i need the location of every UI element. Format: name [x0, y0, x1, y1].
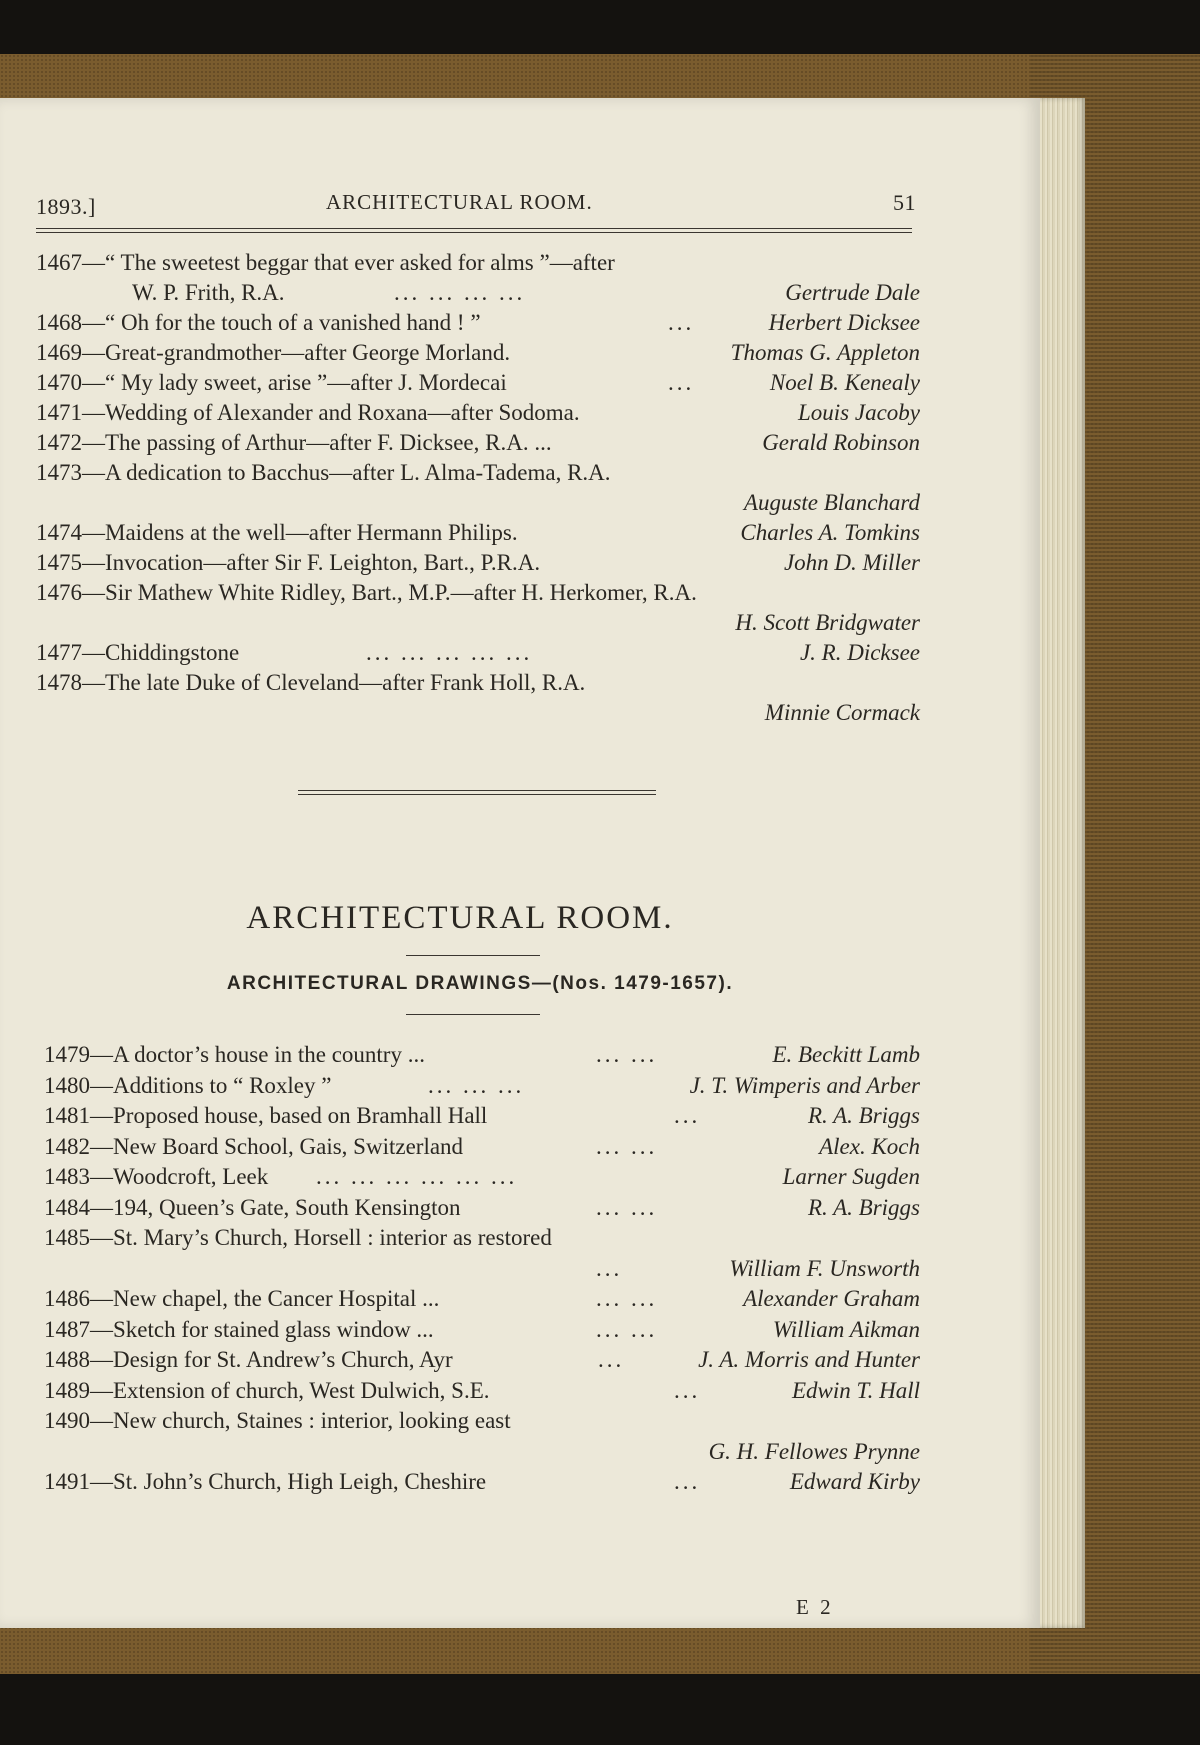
entry-number: 1467	[36, 250, 82, 275]
entry-number: 1483	[44, 1164, 90, 1189]
entry-number: 1475	[36, 550, 82, 575]
title-rule	[406, 955, 540, 956]
leader-dots: ... ...	[596, 1042, 658, 1067]
list-item-continuation	[36, 698, 920, 728]
list-item	[44, 1467, 920, 1498]
running-head	[36, 190, 916, 220]
list-item	[44, 1345, 920, 1376]
entry-title: —Maidens at the well—after Hermann Philips.	[82, 520, 518, 545]
leader-dots: ... ... ... ...	[394, 280, 526, 305]
entry-artist: Edward Kirby	[789, 1469, 920, 1494]
subtitle-rule	[406, 1014, 540, 1015]
header-rule	[36, 228, 912, 233]
entry-artist: Charles A. Tomkins	[740, 520, 920, 545]
leader-dots: ... ... ... ... ... ...	[316, 1164, 518, 1189]
entry-title: —Design for St. Andrew’s Church, Ayr	[90, 1347, 453, 1372]
list-item	[36, 548, 920, 578]
leader-dots: ... ...	[596, 1286, 658, 1311]
entry-number: 1478	[36, 670, 82, 695]
list-item	[36, 578, 920, 608]
entry-artist: G. H. Fellowes Prynne	[708, 1438, 920, 1464]
list-item	[44, 1223, 920, 1254]
list-item	[44, 1132, 920, 1163]
entry-number: 1481	[44, 1103, 90, 1128]
list-item	[44, 1315, 920, 1346]
list-item	[36, 398, 920, 428]
entry-artist: Gerald Robinson	[762, 430, 920, 455]
leader-dots: ... ...	[596, 1316, 658, 1342]
entry-title: —Additions to “ Roxley ”	[90, 1072, 332, 1098]
entry-number: 1482	[44, 1133, 90, 1159]
entry-title: —“ Oh for the touch of a vanished hand ! ”	[82, 310, 481, 335]
leader-dots: ...	[674, 1103, 701, 1128]
section-subtitle: ARCHITECTURAL DRAWINGS—(Nos. 1479-1657).	[226, 973, 734, 994]
entry-number: 1473	[36, 460, 82, 485]
list-item	[36, 458, 920, 488]
entry-number: 1491	[44, 1469, 90, 1494]
entry-number: 1490	[44, 1408, 90, 1433]
list-item	[36, 638, 920, 668]
entry-artist: Alexander Graham	[743, 1286, 920, 1311]
entry-artist: Alex. Koch	[819, 1133, 920, 1159]
running-head-year: 1893.]	[36, 194, 96, 219]
list-item	[44, 1101, 920, 1132]
list-item	[44, 1071, 920, 1102]
list-item	[44, 1193, 920, 1224]
entry-title: —Proposed house, based on Bramhall Hall	[90, 1103, 488, 1128]
entry-title: —“ My lady sweet, arise ”—after J. Mordecai	[82, 370, 507, 395]
entry-artist: Larner Sugden	[782, 1164, 920, 1189]
list-item	[44, 1040, 920, 1071]
entry-title: —The passing of Arthur—after F. Dicksee, R.A. ...	[82, 430, 552, 455]
entry-title: —The late Duke of Cleveland—after Frank Holl, R.A.	[82, 670, 586, 695]
entry-number: 1477	[36, 640, 82, 665]
entry-title: —A dedication to Bacchus—after L. Alma-Tadema, R.A.	[82, 460, 611, 485]
page-number: 51	[893, 190, 916, 215]
entry-artist: Minnie Cormack	[764, 700, 920, 725]
entries-top	[36, 248, 920, 728]
entry-artist: John D. Miller	[783, 550, 920, 575]
leader-dots: ...	[674, 1377, 701, 1403]
list-item	[36, 308, 920, 338]
entry-title: —“ The sweetest beggar that ever asked for alms ”—after	[82, 250, 615, 275]
entry-artist: J. R. Dicksee	[799, 640, 920, 665]
running-head-title: ARCHITECTURAL ROOM.	[326, 190, 593, 214]
list-item-continuation	[44, 1254, 920, 1285]
list-item	[44, 1376, 920, 1407]
entry-artist: J. T. Wimperis and Arber	[689, 1072, 920, 1098]
entry-number: 1480	[44, 1072, 90, 1098]
entry-artist: William Aikman	[772, 1316, 920, 1342]
entry-title: —A doctor’s house in the country ...	[90, 1042, 425, 1067]
entry-artist: R. A. Briggs	[807, 1194, 920, 1220]
list-item	[44, 1406, 920, 1437]
section-title: ARCHITECTURAL ROOM.	[246, 900, 674, 936]
list-item-continuation	[36, 278, 920, 308]
leader-dots: ... ... ... ... ...	[366, 640, 533, 665]
entry-number: 1486	[44, 1286, 90, 1311]
entry-title: —Chiddingstone	[82, 640, 240, 665]
entry-artist: Edwin T. Hall	[791, 1377, 920, 1403]
signature-mark: E 2	[796, 1595, 834, 1619]
entry-artist: William F. Unsworth	[729, 1255, 920, 1281]
list-item	[36, 338, 920, 368]
leader-dots: ... ...	[596, 1133, 658, 1159]
entry-title: —New Board School, Gais, Switzerland	[90, 1133, 464, 1159]
list-item	[36, 248, 920, 278]
entry-artist: Herbert Dicksee	[768, 310, 920, 335]
entry-number: 1484	[44, 1194, 90, 1220]
entry-title: —New chapel, the Cancer Hospital ...	[90, 1286, 440, 1311]
entry-artist: Noel B. Kenealy	[769, 370, 920, 395]
entry-continuation: W. P. Frith, R.A.	[132, 280, 285, 305]
entries-bottom	[44, 1040, 920, 1498]
entry-title: —Invocation—after Sir F. Leighton, Bart., P.R.A.	[82, 550, 541, 575]
entry-title: —St. Mary’s Church, Horsell : interior as restored	[90, 1225, 552, 1250]
entry-artist: J. A. Morris and Hunter	[698, 1347, 920, 1372]
entry-artist: Louis Jacoby	[797, 400, 920, 425]
list-item	[36, 668, 920, 698]
section-divider	[298, 790, 656, 795]
leader-dots: ... ...	[596, 1194, 658, 1220]
list-item-continuation	[36, 608, 920, 638]
entry-title: —Woodcroft, Leek	[90, 1164, 269, 1189]
entry-title: —194, Queen’s Gate, South Kensington	[90, 1194, 461, 1220]
list-item-continuation	[36, 488, 920, 518]
entry-artist: H. Scott Bridgwater	[735, 610, 920, 635]
entry-title: —Sir Mathew White Ridley, Bart., M.P.—after H. Herkomer, R.A.	[82, 580, 697, 605]
entry-artist: E. Beckitt Lamb	[772, 1042, 920, 1067]
entry-number: 1471	[36, 400, 82, 425]
entry-title: —Wedding of Alexander and Roxana—after Sodoma.	[82, 400, 580, 425]
entry-number: 1469	[36, 340, 82, 365]
leader-dots: ...	[598, 1347, 625, 1372]
entry-title: —Extension of church, West Dulwich, S.E.	[90, 1377, 490, 1403]
entry-number: 1468	[36, 310, 82, 335]
list-item	[36, 368, 920, 398]
book-page	[0, 98, 1040, 1628]
entry-title: —Great-grandmother—after George Morland.	[82, 340, 511, 365]
entry-number: 1487	[44, 1316, 90, 1342]
list-item-continuation	[44, 1437, 920, 1468]
list-item	[44, 1284, 920, 1315]
entry-number: 1474	[36, 520, 82, 545]
entry-title: —St. John’s Church, High Leigh, Cheshire	[90, 1469, 487, 1494]
list-item	[44, 1162, 920, 1193]
leader-dots: ...	[668, 310, 695, 335]
entry-number: 1470	[36, 370, 82, 395]
leader-dots: ...	[674, 1469, 701, 1494]
leader-dots: ...	[596, 1255, 623, 1281]
entry-artist: Thomas G. Appleton	[730, 340, 920, 365]
entry-number: 1479	[44, 1042, 90, 1067]
entry-number: 1489	[44, 1377, 90, 1403]
leader-dots: ... ... ...	[428, 1072, 525, 1098]
entry-artist: R. A. Briggs	[807, 1103, 920, 1128]
leader-dots: ...	[668, 370, 695, 395]
entry-artist: Gertrude Dale	[785, 280, 920, 305]
entry-number: 1485	[44, 1225, 90, 1250]
list-item	[36, 518, 920, 548]
entry-title: —Sketch for stained glass window ...	[90, 1316, 434, 1342]
entry-title: —New church, Staines : interior, looking east	[90, 1408, 511, 1433]
entry-number: 1476	[36, 580, 82, 605]
list-item	[36, 428, 920, 458]
entry-number: 1488	[44, 1347, 90, 1372]
entry-artist: Auguste Blanchard	[743, 490, 920, 515]
entry-number: 1472	[36, 430, 82, 455]
